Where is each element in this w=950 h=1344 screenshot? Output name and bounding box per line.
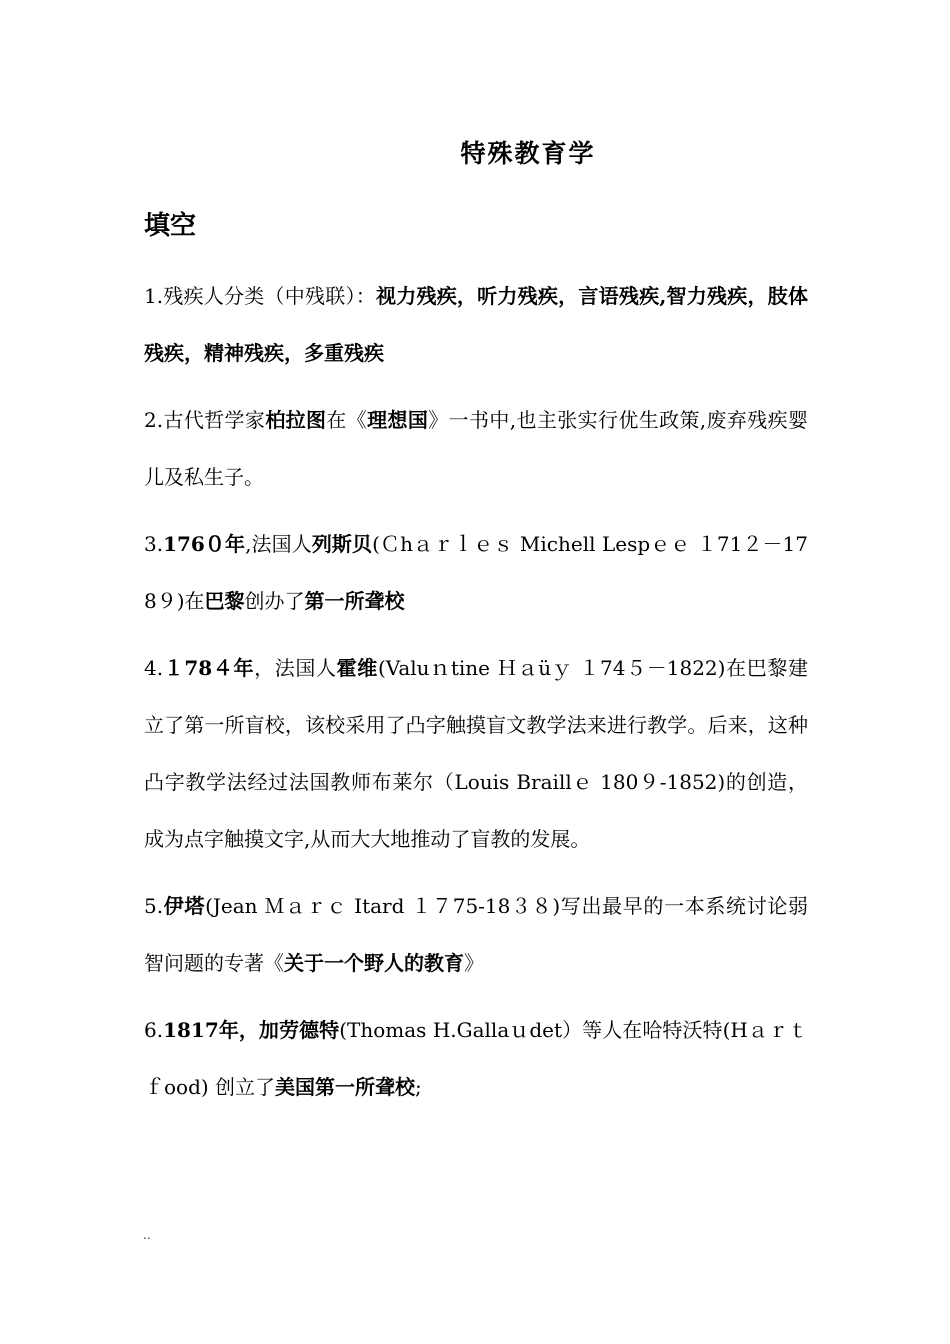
list-item [144, 268, 808, 382]
body-text: 》 [464, 951, 484, 975]
body-text: 1.残疾人分类（中残联）： [144, 284, 376, 308]
bold-text: 列斯贝 [311, 532, 373, 556]
bold-text: 视力残疾，听力残疾，言语残疾,智力残疾，肢体残疾，精神残疾，多重残疾 [144, 284, 808, 365]
body-text: ; [415, 1075, 422, 1099]
body-text: (Thomas H.Gallaｕdet）等人在哈特沃特(Hａｒｔｆood) 创立了 [144, 1018, 808, 1099]
bold-text: 第一所聋校 [304, 589, 405, 613]
bold-text: 巴黎 [204, 589, 245, 613]
body-text: 创办了 [244, 589, 305, 613]
body-text: (Ｃhａｒｌｅｓ Michell Lespｅｅ １71２－178９)在 [144, 532, 809, 613]
bold-text: １78４年 [163, 656, 255, 680]
body-text: 在《 [326, 408, 368, 432]
fill-in-list [144, 268, 808, 1126]
list-item [144, 878, 808, 992]
body-text: 5. [144, 894, 164, 918]
body-text: ,法国人 [245, 532, 312, 556]
body-text: (Jean Ｍａｒｃ Itard １７75-18３８)写出最早的一本系统讨论弱智问题的专著《 [144, 894, 809, 975]
list-item [144, 392, 808, 506]
footer-mark: .. [143, 1228, 151, 1242]
body-text: ，法国人 [254, 656, 337, 680]
bold-text: 关于一个野人的教育 [284, 951, 464, 975]
bold-text: 霍维 [336, 656, 378, 680]
body-text: 2.古代哲学家 [144, 408, 266, 432]
list-item [144, 640, 808, 868]
bold-text: 176０年 [163, 532, 246, 556]
body-text: 6. [144, 1018, 164, 1042]
list-item [144, 516, 808, 630]
bold-text: 柏拉图 [265, 408, 327, 432]
bold-text: 1817年，加劳德特 [163, 1018, 340, 1042]
bold-text: 美国第一所聋校 [275, 1075, 416, 1099]
body-text: 3. [144, 532, 164, 556]
document-title: 特殊教育学 [460, 139, 596, 168]
body-text: 》一书中,也主张实行优生政策,废弃残疾婴儿及私生子。 [144, 408, 809, 489]
section-heading: 填空 [144, 211, 197, 241]
body-text: (Valuｎtine Ｈａüｙ １74５－1822)在巴黎建立了第一所盲校，该校采用了凸字触摸盲文教学法来进行教学。后来，这种凸字教学法经过法国教师布莱尔（Louis Braillｅ 180９-1852)的创造，成为点字触摸文字,从而大大地推动了盲教的发展。 [144, 656, 808, 851]
list-item [144, 1002, 808, 1116]
bold-text: 理想国 [367, 408, 429, 432]
body-text: 4. [144, 656, 164, 680]
bold-text: 伊塔 [163, 894, 206, 918]
